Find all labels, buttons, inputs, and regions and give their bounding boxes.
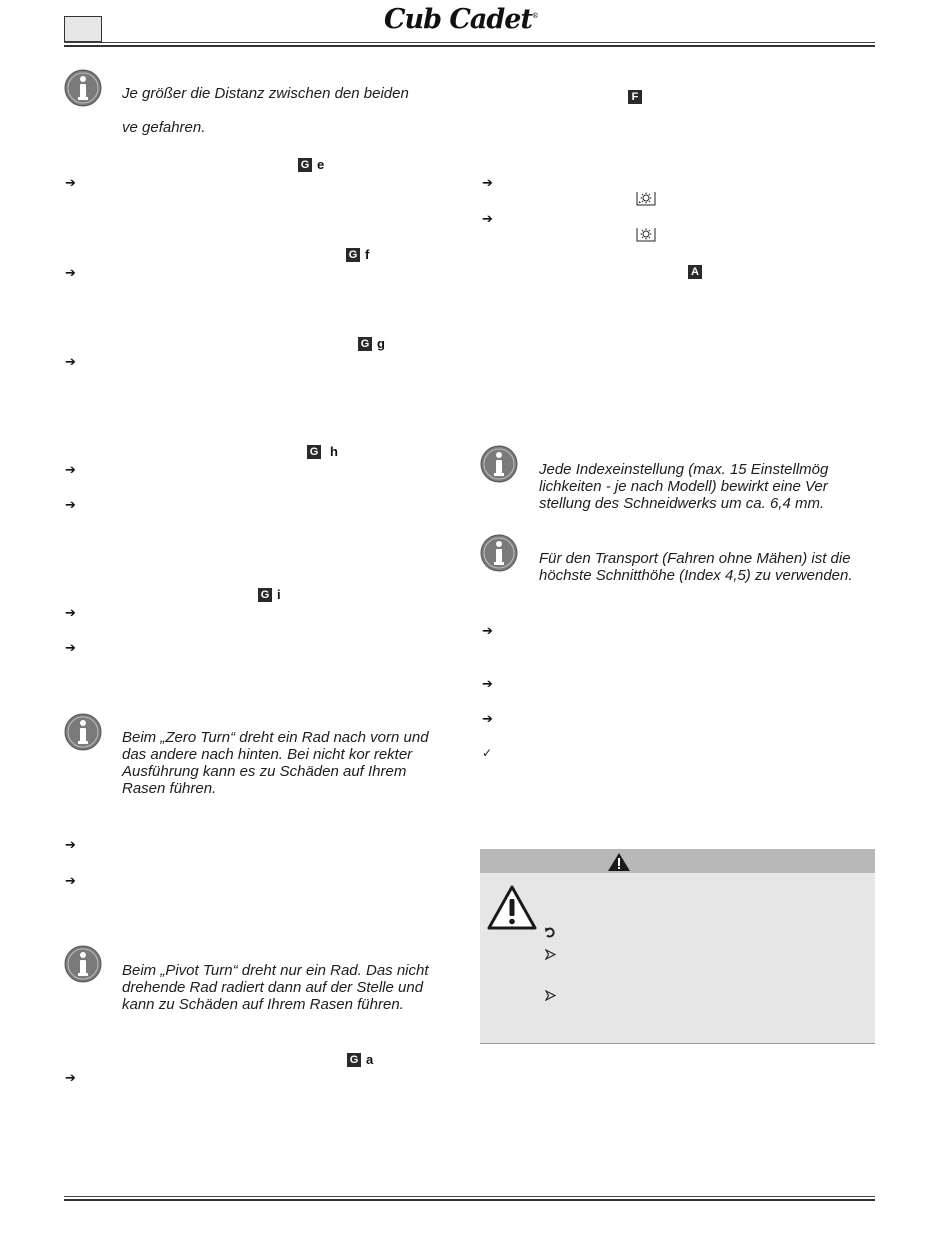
figure-badge: G <box>358 337 372 351</box>
arrow-bullet: ➔ <box>65 873 76 888</box>
footer-rule-bottom <box>64 1199 875 1201</box>
arrow-bullet: ➔ <box>65 837 76 852</box>
logo-registered-mark: ® <box>531 12 538 20</box>
figure-sub: i <box>277 587 281 602</box>
header-rule-top <box>64 42 875 43</box>
figure-badge: G <box>258 588 272 602</box>
brand-logo <box>384 4 538 35</box>
figure-ref-g-i <box>258 587 281 602</box>
figure-sub: g <box>377 336 385 351</box>
info-icon <box>480 534 518 572</box>
figure-badge: G <box>347 1053 361 1067</box>
figure-sub: h <box>330 444 338 459</box>
arrow-bullet: ➔ <box>482 211 493 226</box>
note-transport: Für den Transport (Fahren ohne Mähen) ist die höchste Schnitthöhe (Index 4,5) zu verwenden. <box>539 550 853 584</box>
pointer-bullet-icon <box>545 990 556 1001</box>
note-pivot-turn: Beim „Pivot Turn“ dreht nur ein Rad. Das nicht drehende Rad radiert dann auf der Stelle und kann zu Schäden auf Ihrem Rasen führen. <box>122 962 429 1013</box>
gear-adjust-down-icon <box>636 191 656 206</box>
arrow-bullet: ➔ <box>65 354 76 369</box>
arrow-bullet: ➔ <box>482 175 493 190</box>
figure-ref-g-g <box>358 336 385 351</box>
figure-ref-g-h <box>307 444 338 459</box>
figure-sub: f <box>365 247 370 262</box>
figure-ref-g-e <box>298 157 324 172</box>
figure-ref-g-f <box>346 247 369 262</box>
logo-text: Cub Cadet <box>384 4 532 35</box>
figure-badge: A <box>688 265 702 279</box>
note-distance-continued: ve gefahren. <box>122 119 206 136</box>
arrow-bullet: ➔ <box>65 605 76 620</box>
return-arrow-icon <box>544 926 557 939</box>
arrow-bullet: ➔ <box>65 497 76 512</box>
page-number-box <box>64 16 102 42</box>
warning-box <box>480 849 875 1044</box>
figure-sub: e <box>317 157 325 172</box>
figure-badge: F <box>628 90 642 104</box>
figure-badge: G <box>307 445 321 459</box>
header-rule-bottom <box>64 45 875 47</box>
info-icon <box>64 69 102 107</box>
figure-badge: G <box>346 248 360 262</box>
arrow-bullet: ➔ <box>65 175 76 190</box>
check-mark: ✓ <box>482 746 493 760</box>
arrow-bullet: ➔ <box>65 265 76 280</box>
note-index-setting: Jede Indexeinstellung (max. 15 Einstellmög lichkeiten - je nach Modell) bewirkt eine Ver stellung des Schneidwerks um ca. 6,4 mm. <box>539 461 829 512</box>
arrow-bullet: ➔ <box>482 623 493 638</box>
warning-box-header <box>480 849 875 873</box>
info-icon <box>480 445 518 483</box>
pointer-bullet-icon <box>545 949 556 960</box>
figure-ref-a <box>688 265 702 279</box>
info-icon <box>64 945 102 983</box>
figure-sub: a <box>366 1052 374 1067</box>
figure-badge: G <box>298 158 312 172</box>
warning-triangle-icon <box>486 884 538 932</box>
warning-small-icon <box>607 852 631 872</box>
arrow-bullet: ➔ <box>482 711 493 726</box>
arrow-bullet: ➔ <box>65 1070 76 1085</box>
figure-ref-f <box>628 90 642 104</box>
arrow-bullet: ➔ <box>65 462 76 477</box>
note-zero-turn: Beim „Zero Turn“ dreht ein Rad nach vorn und das andere nach hinten. Bei nicht kor rekter Ausführung kann es zu Schäden auf Ihrem Rasen führen. <box>122 729 429 797</box>
gear-adjust-up-icon <box>636 227 656 242</box>
arrow-bullet: ➔ <box>65 640 76 655</box>
figure-ref-g-a <box>347 1052 373 1067</box>
footer-rule-top <box>64 1196 875 1197</box>
info-icon <box>64 713 102 751</box>
note-distance: Je größer die Distanz zwischen den beiden <box>122 85 409 102</box>
arrow-bullet: ➔ <box>482 676 493 691</box>
